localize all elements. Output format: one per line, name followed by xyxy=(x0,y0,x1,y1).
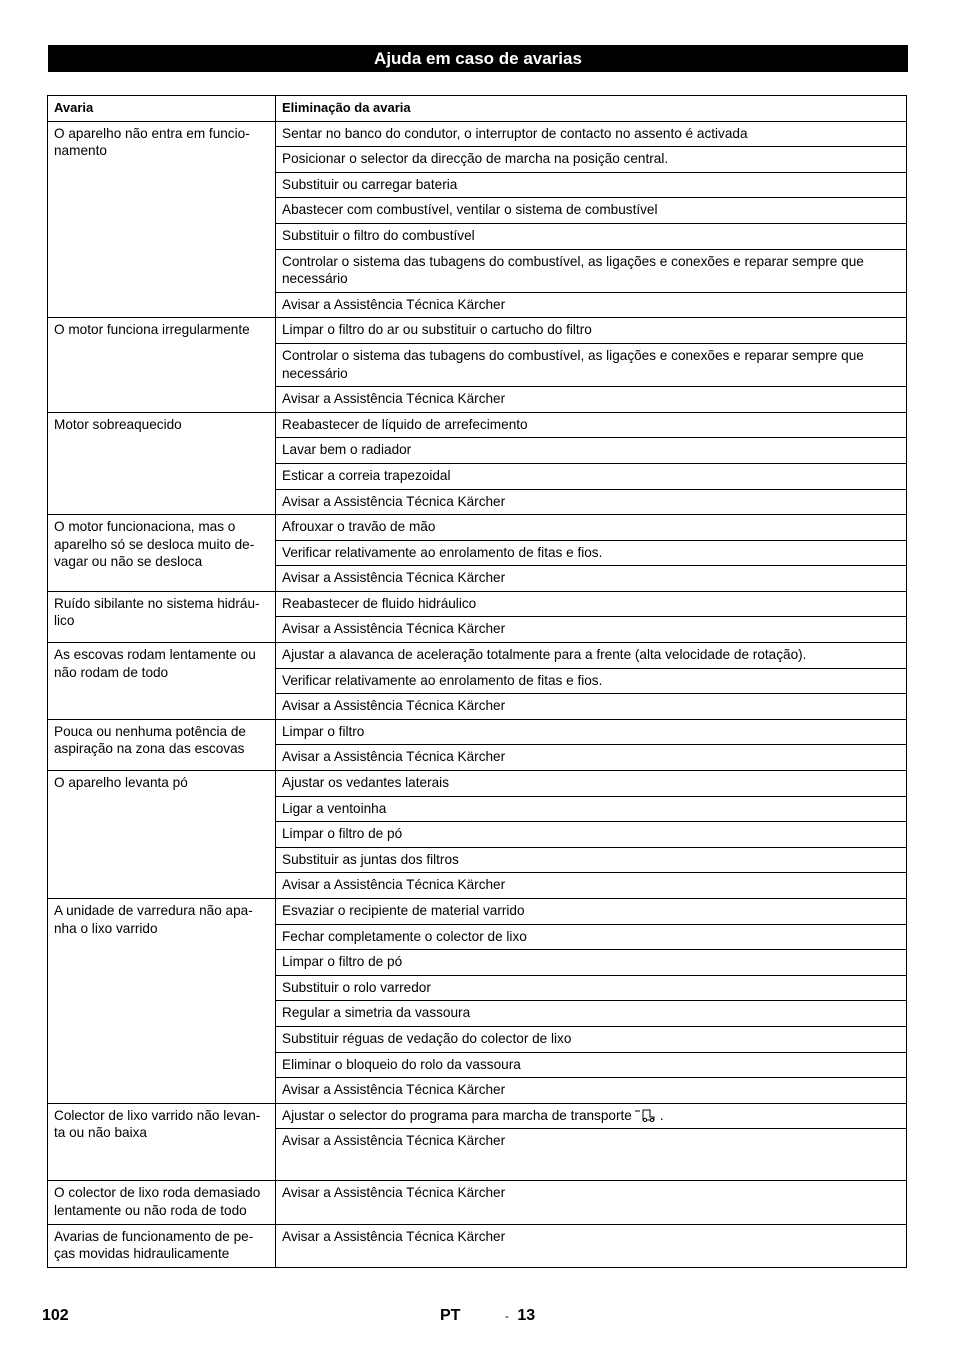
remedy-cell xyxy=(276,515,907,541)
table-row xyxy=(48,643,907,669)
remedy-cell xyxy=(276,847,907,873)
remedy-cell xyxy=(276,387,907,413)
remedy-cell xyxy=(276,591,907,617)
remedy-text: Eliminar o bloqueio do rolo da vassoura xyxy=(282,1056,521,1072)
table-row xyxy=(48,318,907,344)
remedy-cell xyxy=(276,1181,907,1224)
remedy-cell xyxy=(276,873,907,899)
remedy-text: Ligar a ventoinha xyxy=(282,800,387,816)
remedy-cell xyxy=(276,694,907,720)
remedy-text: Avisar a Assistência Técnica Kärcher xyxy=(282,570,506,586)
remedy-cell xyxy=(276,950,907,976)
remedy-text: Substituir o filtro do combustível xyxy=(282,227,475,243)
remedy-text: Avisar a Assistência Técnica Kärcher xyxy=(282,296,506,312)
remedy-cell xyxy=(276,121,907,147)
remedy-text: Controlar o sistema das tubagens do combustível, as ligações e conexões e reparar sempre que necessário xyxy=(282,253,864,287)
page-title: Ajuda em caso de avarias xyxy=(48,45,908,72)
fault-cell: Pouca ou nenhuma potência de aspiração na zona das escovas xyxy=(48,719,276,770)
remedy-text: Afrouxar o travão de mão xyxy=(282,519,436,535)
remedy-text: Ajustar a alavanca de aceleração totalmente para a frente (alta velocidade de rotação). xyxy=(282,647,807,663)
fault-cell: Colector de lixo varrido não levan-ta ou não baixa xyxy=(48,1103,276,1181)
remedy-cell xyxy=(276,822,907,848)
remedy-cell xyxy=(276,198,907,224)
remedy-cell xyxy=(276,147,907,173)
remedy-cell xyxy=(276,412,907,438)
remedy-text: Limpar o filtro xyxy=(282,723,365,739)
transport-mode-icon xyxy=(634,1108,658,1122)
remedy-text: Ajustar os vedantes laterais xyxy=(282,775,449,791)
remedy-text: Lavar bem o radiador xyxy=(282,442,412,458)
remedy-text: Substituir o rolo varredor xyxy=(282,979,431,995)
fault-cell: A unidade de varredura não apa-nha o lixo varrido xyxy=(48,899,276,1104)
table-row xyxy=(48,591,907,617)
fault-cell: Motor sobreaquecido xyxy=(48,412,276,514)
language-code: PT xyxy=(440,1307,461,1324)
remedy-text: Avisar a Assistência Técnica Kärcher xyxy=(282,1133,506,1149)
remedy-cell xyxy=(276,223,907,249)
remedy-text: Ajustar o selector do programa para marcha de transporte xyxy=(282,1107,632,1123)
fault-cell: Ruído sibilante no sistema hidráu-lico xyxy=(48,591,276,642)
table-row xyxy=(48,1181,907,1224)
page-number-left: 102 xyxy=(42,1307,69,1324)
remedy-text: Avisar a Assistência Técnica Kärcher xyxy=(282,391,506,407)
table-row xyxy=(48,899,907,925)
remedy-text: Avisar a Assistência Técnica Kärcher xyxy=(282,1082,506,1098)
remedy-cell xyxy=(276,438,907,464)
remedy-cell xyxy=(276,292,907,318)
table-row xyxy=(48,1224,907,1267)
remedy-text: Fechar completamente o colector de lixo xyxy=(282,928,527,944)
remedy-cell xyxy=(276,643,907,669)
remedy-cell xyxy=(276,1078,907,1104)
remedy-cell xyxy=(276,249,907,292)
remedy-text: Regular a simetria da vassoura xyxy=(282,1005,471,1021)
fault-cell: O motor funciona irregularmente xyxy=(48,318,276,412)
remedy-text: Substituir ou carregar bateria xyxy=(282,176,458,192)
col-header-fault: Avaria xyxy=(48,96,276,122)
page-number-right: 13 xyxy=(517,1307,536,1324)
remedy-text: Esvaziar o recipiente de material varrido xyxy=(282,903,525,918)
table-header-row xyxy=(48,96,907,122)
remedy-text: Esticar a correia trapezoidal xyxy=(282,467,451,483)
remedy-cell xyxy=(276,771,907,797)
remedy-text: Avisar a Assistência Técnica Kärcher xyxy=(282,1228,506,1244)
fault-cell: Avarias de funcionamento de pe-ças movidas hidraulicamente xyxy=(48,1224,276,1267)
remedy-text: Avisar a Assistência Técnica Kärcher xyxy=(282,493,506,509)
table-row xyxy=(48,515,907,541)
remedy-cell xyxy=(276,796,907,822)
remedy-text: Avisar a Assistência Técnica Kärcher xyxy=(282,749,506,765)
remedy-cell xyxy=(276,489,907,515)
table-row xyxy=(48,1103,907,1129)
remedy-text: Substituir réguas de vedação do colector de lixo xyxy=(282,1030,572,1046)
table-row xyxy=(48,719,907,745)
remedy-text: Limpar o filtro de pó xyxy=(282,954,403,970)
remedy-cell xyxy=(276,318,907,344)
remedy-cell xyxy=(276,566,907,592)
remedy-cell xyxy=(276,343,907,386)
remedy-cell xyxy=(276,1129,907,1181)
remedy-text: Limpar o filtro do ar ou substituir o cartucho do filtro xyxy=(282,322,592,338)
table-row xyxy=(48,771,907,797)
remedy-cell: Ajustar o selector do programa para marcha de transporte . xyxy=(276,1103,907,1129)
remedy-text: Reabastecer de fluido hidráulico xyxy=(282,595,477,611)
footer-dash: - xyxy=(504,1309,509,1323)
remedy-text: Abastecer com combustível, ventilar o sistema de combustível xyxy=(282,202,658,218)
fault-cell: As escovas rodam lentamente ou não rodam de todo xyxy=(48,643,276,720)
remedy-text: Verificar relativamente ao enrolamento de fitas e fios. xyxy=(282,672,603,688)
fault-cell: O colector de lixo roda demasiado lentamente ou não roda de todo xyxy=(48,1181,276,1224)
remedy-text: Verificar relativamente ao enrolamento de fitas e fios. xyxy=(282,544,603,560)
remedy-cell xyxy=(276,172,907,198)
remedy-cell xyxy=(276,1001,907,1027)
fault-cell: O aparelho não entra em funcio-namento xyxy=(48,121,276,318)
remedy-cell xyxy=(276,924,907,950)
remedy-text: Posicionar o selector da direcção de marcha na posição central. xyxy=(282,151,669,167)
remedy-cell xyxy=(276,899,907,925)
fault-cell: O aparelho levanta pó xyxy=(48,771,276,899)
table-row xyxy=(48,412,907,438)
remedy-text: Avisar a Assistência Técnica Kärcher xyxy=(282,621,506,637)
remedy-cell xyxy=(276,668,907,694)
troubleshooting-table xyxy=(47,95,907,1268)
remedy-text: Avisar a Assistência Técnica Kärcher xyxy=(282,1185,506,1201)
remedy-text: Avisar a Assistência Técnica Kärcher xyxy=(282,877,506,893)
remedy-text: Controlar o sistema das tubagens do combustível, as ligações e conexões e reparar sempre que necessário xyxy=(282,347,864,381)
page-footer-center xyxy=(440,1307,535,1325)
remedy-cell xyxy=(276,540,907,566)
remedy-cell xyxy=(276,745,907,771)
remedy-text: Reabastecer de líquido de arrefecimento xyxy=(282,416,528,432)
remedy-cell xyxy=(276,1052,907,1078)
remedy-cell xyxy=(276,975,907,1001)
remedy-cell xyxy=(276,463,907,489)
col-header-remedy: Eliminação da avaria xyxy=(276,96,907,122)
fault-cell: O motor funcionaciona, mas o aparelho só se desloca muito de-vagar ou não se desloca xyxy=(48,515,276,592)
remedy-cell xyxy=(276,719,907,745)
table-row xyxy=(48,121,907,147)
remedy-cell xyxy=(276,1026,907,1052)
remedy-text: Avisar a Assistência Técnica Kärcher xyxy=(282,698,506,714)
remedy-cell xyxy=(276,1224,907,1267)
remedy-text: Sentar no banco do condutor, o interruptor de contacto no assento é activada xyxy=(282,125,748,141)
remedy-text: Limpar o filtro de pó xyxy=(282,826,403,842)
remedy-cell xyxy=(276,617,907,643)
remedy-text: Substituir as juntas dos filtros xyxy=(282,851,459,867)
